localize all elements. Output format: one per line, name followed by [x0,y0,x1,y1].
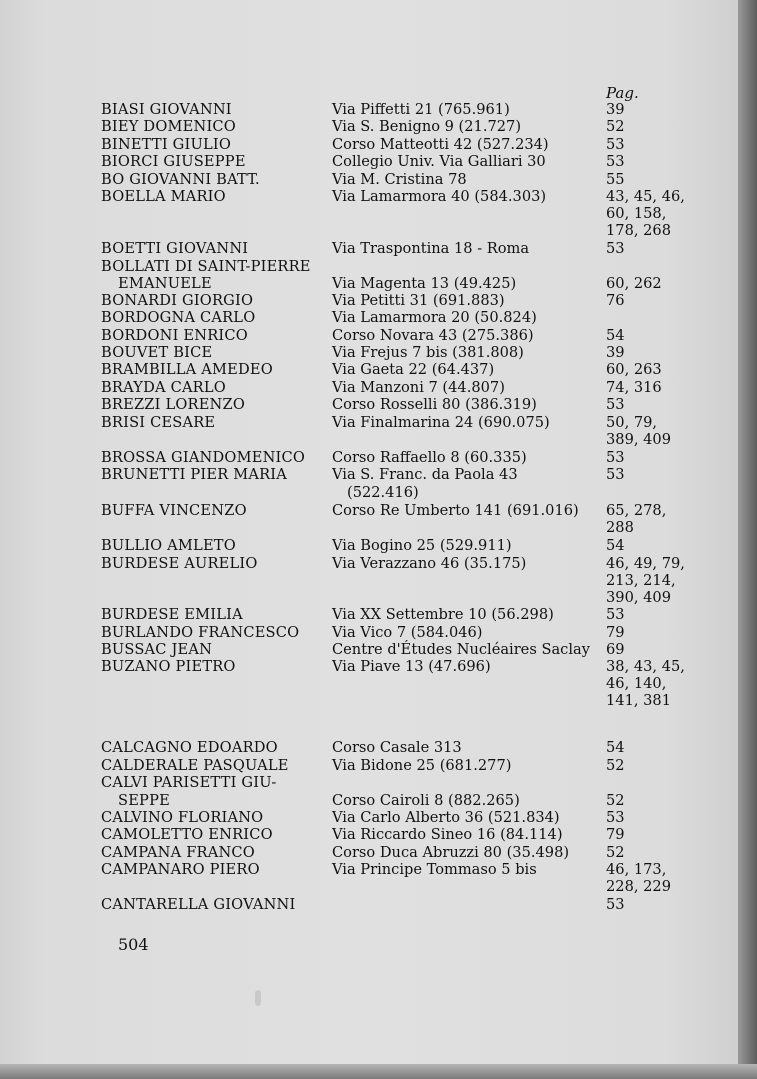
entry-address: Via Petitti 31 (691.883) [332,292,505,309]
entry-name: BONARDI GIORGIO [101,292,254,309]
index-entry [0,449,740,467]
entry-name: CAMOLETTO ENRICO [101,826,273,843]
entry-name: CALDERALE PASQUALE [101,757,289,774]
paper-smudge [255,990,261,1006]
entry-pages: 54 [606,739,625,756]
entry-name: BUZANO PIETRO [101,658,236,675]
entry-pages: 52 [606,792,625,809]
entry-name: BOETTI GIOVANNI [101,240,249,257]
entry-name: BINETTI GIULIO [101,136,231,153]
entry-address: Collegio Univ. Via Galliari 30 [332,153,546,170]
entry-pages: 60, 158, [606,205,667,222]
entry-pages: 46, 173, [606,861,667,878]
index-entry [0,327,740,345]
entry-address: Via Magenta 13 (49.425) [332,275,517,292]
entry-pages: 74, 316 [606,379,662,396]
entry-address: Corso Matteotti 42 (527.234) [332,136,549,153]
entry-name: CALVINO FLORIANO [101,809,264,826]
entry-address: Via Piffetti 21 (765.961) [332,101,510,118]
scan-edge-right [738,0,757,1079]
index-entry [0,844,740,862]
index-entry [0,658,740,676]
entry-name: BRUNETTI PIER MARIA [101,466,288,483]
index-entry [0,153,740,171]
entry-name: BOLLATI DI SAINT-PIERRE [101,258,311,275]
entry-address: Via Principe Tommaso 5 bis [332,861,537,878]
entry-address: Via S. Benigno 9 (21.727) [332,118,522,135]
index-entry [0,792,740,810]
index-entry [0,188,740,206]
index-entry [0,101,740,119]
entry-address: (522.416) [347,484,419,501]
index-entry [0,757,740,775]
entry-address: Corso Cairoli 8 (882.265) [332,792,520,809]
index-entry [0,502,740,520]
index-entry [0,258,740,276]
entry-address: Via M. Cristina 78 [332,171,467,188]
index-entry [0,292,740,310]
entry-name: CAMPANARO PIERO [101,861,260,878]
entry-pages: 79 [606,826,625,843]
entry-name: BORDOGNA CARLO [101,309,256,326]
entry-address: Via Lamarmora 20 (50.824) [332,309,537,326]
index-entry [0,361,740,379]
entry-pages: 79 [606,624,625,641]
entry-pages: 228, 229 [606,878,671,895]
index-entry [0,641,740,659]
entry-name: CALCAGNO EDOARDO [101,739,278,756]
entry-address: Corso Novara 43 (275.386) [332,327,534,344]
index-entry [0,774,740,792]
index-entry [0,861,740,879]
entry-name: BURDESE AURELIO [101,555,258,572]
entry-address: Corso Raffaello 8 (60.335) [332,449,527,466]
index-entry [0,675,740,693]
entry-name: BURDESE EMILIA [101,606,243,623]
entry-pages: 389, 409 [606,431,671,448]
entry-pages: 65, 278, [606,502,667,519]
entry-address: Corso Rosselli 80 (386.319) [332,396,537,413]
entry-name: CANTARELLA GIOVANNI [101,896,296,913]
entry-name: BO GIOVANNI BATT. [101,171,260,188]
index-entry [0,466,740,484]
entry-name: BORDONI ENRICO [101,327,248,344]
index-entry [0,222,740,240]
entry-address: Via Riccardo Sineo 16 (84.114) [332,826,563,843]
entry-name: BIASI GIOVANNI [101,101,232,118]
index-entry [0,136,740,154]
entry-address: Via XX Settembre 10 (56.298) [332,606,554,623]
entry-name: BRAYDA CARLO [101,379,226,396]
index-entry [0,555,740,573]
index-entry [0,537,740,555]
entry-pages: 50, 79, [606,414,658,431]
entry-pages: 390, 409 [606,589,671,606]
entry-address: Via Finalmarina 24 (690.075) [332,414,550,431]
entry-address: Via S. Franc. da Paola 43 [332,466,518,483]
entry-pages: 53 [606,240,625,257]
entry-name: BUFFA VINCENZO [101,502,247,519]
entry-pages: 54 [606,537,625,554]
entry-pages: 53 [606,466,625,483]
entry-name: BUSSAC JEAN [101,641,213,658]
entry-name: SEPPE [118,792,170,809]
entry-name: BULLIO AMLETO [101,537,236,554]
index-entry [0,896,740,914]
entry-pages: 39 [606,101,625,118]
index-entry [0,171,740,189]
entry-pages: 53 [606,896,625,913]
entry-pages: 60, 262 [606,275,662,292]
entry-pages: 52 [606,118,625,135]
entry-pages: 39 [606,344,625,361]
entry-name: BRAMBILLA AMEDEO [101,361,273,378]
entry-address: Via Vico 7 (584.046) [332,624,483,641]
entry-pages: 288 [606,519,634,536]
entry-pages: 69 [606,641,625,658]
index-entry [0,240,740,258]
index-entry [0,118,740,136]
entry-address: Corso Casale 313 [332,739,462,756]
index-entry [0,624,740,642]
index-entry [0,309,740,327]
index-entry [0,606,740,624]
entry-name: CALVI PARISETTI GIU- [101,774,277,791]
entry-pages: 53 [606,136,625,153]
entry-pages: 53 [606,449,625,466]
entry-address: Via Bidone 25 (681.277) [332,757,512,774]
entry-address: Corso Duca Abruzzi 80 (35.498) [332,844,570,861]
index-entry [0,379,740,397]
index-entry [0,692,740,710]
index-entry [0,431,740,449]
entry-name: BRISI CESARE [101,414,216,431]
entry-name: EMANUELE [118,275,212,292]
entry-name: CAMPANA FRANCO [101,844,255,861]
entry-address: Via Piave 13 (47.696) [332,658,491,675]
entry-pages: 53 [606,153,625,170]
index-entry [0,484,740,502]
index-entry [0,414,740,432]
entry-pages: 46, 140, [606,675,667,692]
index-entry [0,396,740,414]
entry-pages: 213, 214, [606,572,676,589]
entry-pages: 52 [606,757,625,774]
entry-pages: 43, 45, 46, [606,188,685,205]
entry-address: Via Carlo Alberto 36 (521.834) [332,809,560,826]
entry-pages: 53 [606,396,625,413]
index-entry [0,572,740,590]
entry-address: Via Lamarmora 40 (584.303) [332,188,547,205]
index-entry [0,275,740,293]
index-entry [0,826,740,844]
entry-pages: 55 [606,171,625,188]
entry-name: BURLANDO FRANCESCO [101,624,300,641]
entry-name: BROSSA GIANDOMENICO [101,449,306,466]
index-entry [0,205,740,223]
entry-name: BOELLA MARIO [101,188,226,205]
entry-name: BOUVET BICE [101,344,213,361]
entry-pages: 141, 381 [606,692,671,709]
index-entry [0,878,740,896]
entry-address: Via Manzoni 7 (44.807) [332,379,505,396]
entry-pages: 52 [606,844,625,861]
entry-pages: 178, 268 [606,222,671,239]
entry-pages: 53 [606,606,625,623]
entry-address: Corso Re Umberto 141 (691.016) [332,502,579,519]
entry-name: BIEY DOMENICO [101,118,236,135]
page-number: 504 [118,935,149,954]
entry-address: Centre d'Études Nucléaires Saclay [332,641,590,658]
entry-pages: 53 [606,809,625,826]
pag-column-header: Pag. [606,84,639,102]
index-entry [0,809,740,827]
index-entry [0,344,740,362]
entry-pages: 46, 49, 79, [606,555,685,572]
scan-edge-bottom [0,1064,757,1079]
entry-address: Via Frejus 7 bis (381.808) [332,344,524,361]
entry-pages: 76 [606,292,625,309]
entry-address: Via Traspontina 18 - Roma [332,240,530,257]
entry-pages: 54 [606,327,625,344]
index-entry [0,519,740,537]
index-entry [0,739,740,757]
entry-name: BREZZI LORENZO [101,396,246,413]
entry-name: BIORCI GIUSEPPE [101,153,246,170]
index-entry [0,589,740,607]
entry-address: Via Gaeta 22 (64.437) [332,361,495,378]
entry-address: Via Bogino 25 (529.911) [332,537,512,554]
entry-pages: 38, 43, 45, [606,658,685,675]
entry-pages: 60, 263 [606,361,662,378]
entry-address: Via Verazzano 46 (35.175) [332,555,527,572]
